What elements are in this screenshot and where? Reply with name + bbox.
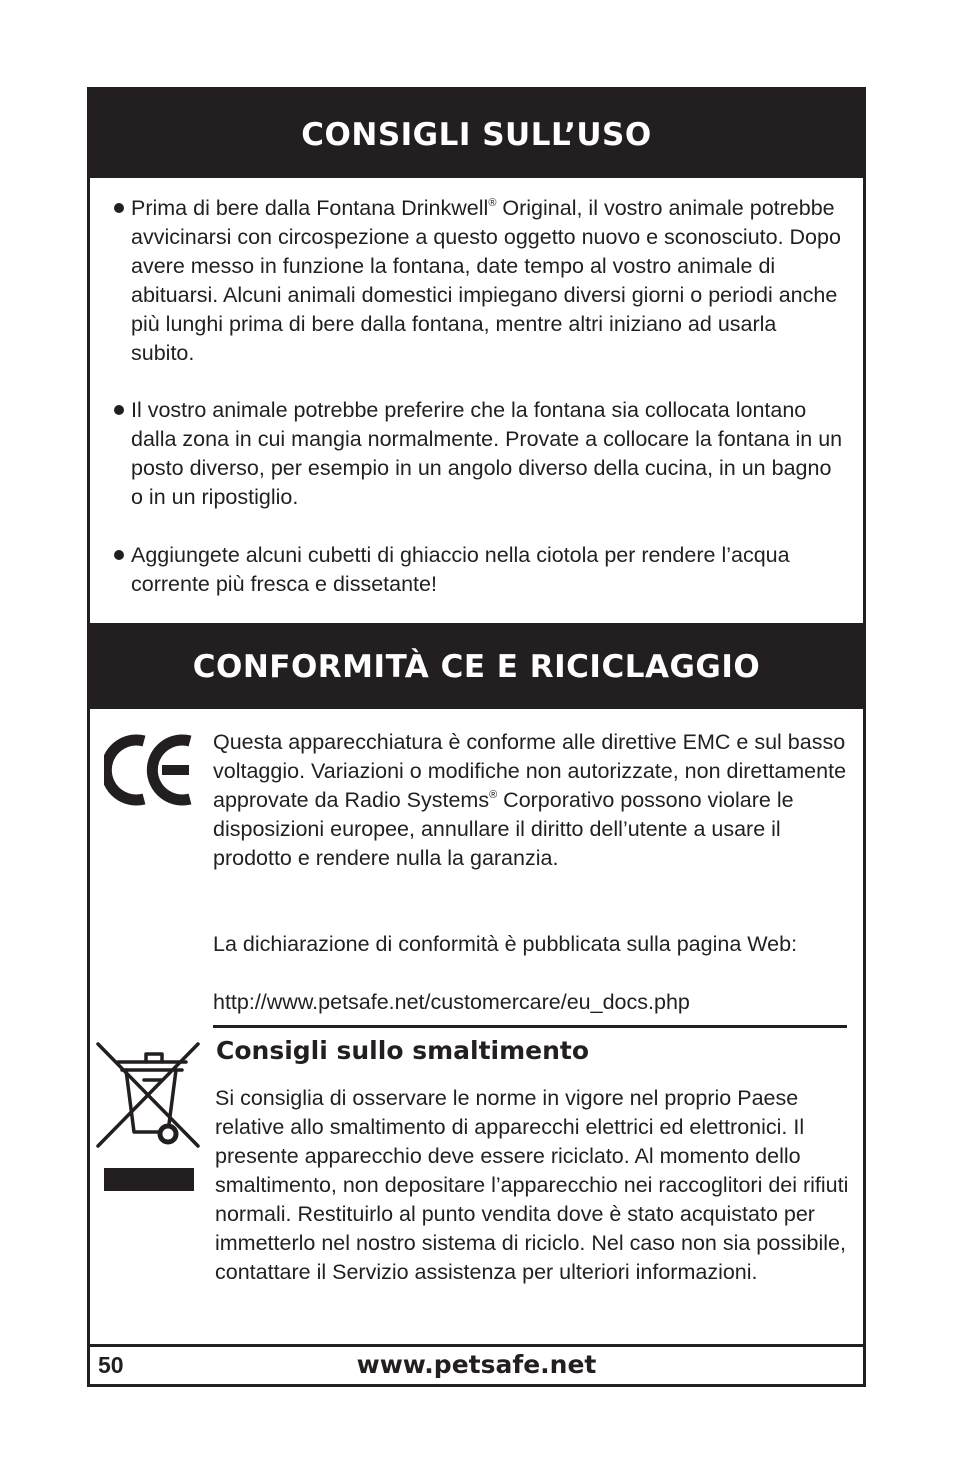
tip-text: Aggiungete alcuni cubetti di ghiaccio nella ciotola per rendere l’acqua corrente più fresca e dissetante! [131, 543, 790, 596]
section-divider [213, 1025, 847, 1028]
footer-divider [90, 1344, 863, 1347]
bullet-icon [114, 550, 124, 560]
ce-compliance-text: Questa apparecchiatura è conforme alle direttive EMC e sul basso voltaggio. Variazioni o modifiche non autorizzate, non direttamente approvate da Radio Systems® Corporativo possono violare le disposizioni europee, annullare il diritto dell’utente a usare il prodotto e rendere nulla la garanzia. [213, 730, 847, 870]
tips-heading: CONSIGLI SULL’USO [90, 90, 863, 178]
page-frame [87, 87, 866, 1387]
declaration-url: http://www.petsafe.net/customercare/eu_docs.php [213, 990, 690, 1014]
tip-text: Il vostro animale potrebbe preferire che la fontana sia collocata lontano dalla zona in cui mangia normalmente. Provate a collocare la fontana in un posto diverso, per esempio in un angolo diverso della cucina, in un bagno o in un ripostiglio. [131, 398, 843, 509]
ce-mark-icon [104, 731, 196, 809]
disposal-text: Si consiglia di osservare le norme in vigore nel proprio Paese relative allo smaltimento di apparecchi elettrici ed elettronici. Il presente apparecchio deve essere riciclato. Al momento dello smaltimento, non depositare l’apparecchio nei raccoglitori dei rifiuti normali. Restituirlo al punto vendita dove è stato acquistato per immetterlo nel nostro sistema di riciclo. Nel caso non sia possibile, contattare il Servizio assistenza per ulteriori informazioni. [215, 1086, 849, 1284]
tip-text: Prima di bere dalla Fontana Drinkwell® Original, il vostro animale potrebbe avvicinarsi con circospezione a questo oggetto nuovo e sconosciuto. Dopo avere messo in funzione la fontana, date tempo al vostro animale di abituarsi. Alcuni animali domestici impiegano diversi giorni o periodi anche più lunghi prima di bere dalla fontana, mentre altri iniziano ad usarla subito. [131, 196, 841, 365]
registered-mark: ® [489, 789, 498, 801]
declaration-text: La dichiarazione di conformità è pubblicata sulla pagina Web: [213, 932, 798, 956]
footer-website: www.petsafe.net [356, 1350, 597, 1379]
compliance-heading: CONFORMITÀ CE E RICICLAGGIO [90, 623, 863, 709]
disposal-heading: Consigli sullo smaltimento [216, 1036, 590, 1065]
bullet-icon [114, 405, 124, 415]
registered-mark: ® [488, 197, 497, 209]
bullet-icon [114, 203, 124, 213]
page-number: 50 [98, 1352, 124, 1378]
crossed-out-bin-icon [96, 1040, 204, 1196]
